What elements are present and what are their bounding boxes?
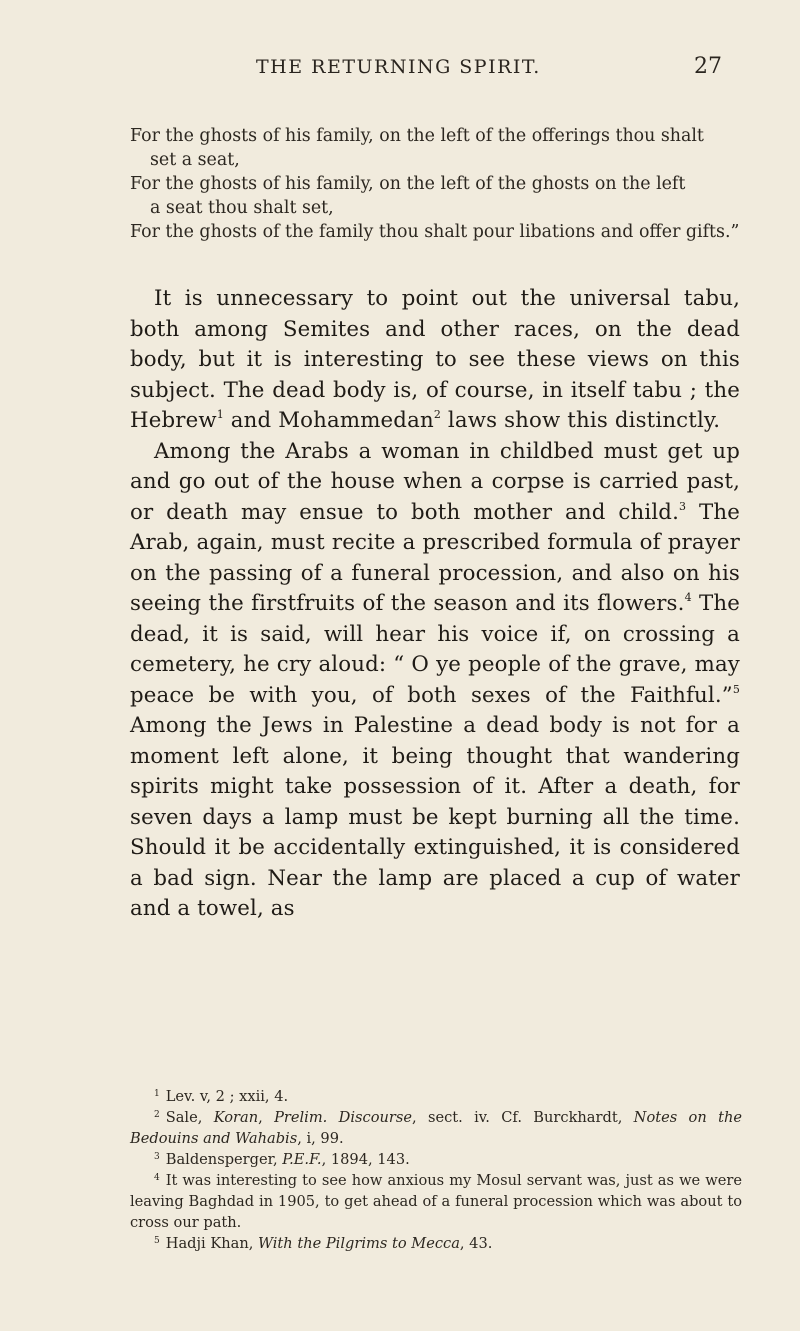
footnote	[130, 1149, 742, 1170]
footnote-text: , sect. iv. Cf. Burckhardt,	[411, 1109, 634, 1126]
footnote-mark: 4	[154, 1173, 160, 1183]
footnote-mark: 2	[154, 1110, 160, 1120]
footnote	[130, 1107, 742, 1149]
footnote-title: Notes on the Bedouins and Wahabis	[130, 1109, 742, 1147]
page-header	[0, 56, 800, 86]
footnote-title: With the Pilgrims to Mecca	[258, 1235, 460, 1252]
text-run: It is unnecessary to point out the universal tabu, both among Semites and other races, on the dead body, but it is interesting to see these views on this subject. The dead body is, of course, in itself tabu ; the Hebrew	[130, 286, 740, 433]
verse-quotation	[130, 124, 740, 244]
footnote	[130, 1170, 742, 1233]
footnote-ref: 5	[732, 682, 740, 696]
footnote-text: Sale,	[165, 1109, 214, 1126]
footnotes	[130, 1086, 742, 1254]
footnote-ref: 3	[678, 499, 687, 513]
page-number: 27	[694, 54, 722, 79]
footnote-ref: 1	[216, 408, 224, 421]
footnote-text: It was interesting to see how anxious my Mosul servant was, just as we were leaving Baghdad in 1905, to get ahead of a funeral procession which was about to cross our path.	[130, 1172, 742, 1231]
main-text	[130, 284, 740, 925]
verse-line: For the ghosts of the family thou shalt pour libations and offer gifts.”	[130, 222, 740, 242]
footnote-mark: 5	[154, 1236, 160, 1246]
footnote-title: P.E.F.	[282, 1151, 322, 1168]
footnote-text: Lev. v, 2 ; xxii, 4.	[165, 1088, 289, 1105]
paragraph	[130, 437, 740, 925]
footnote	[130, 1086, 742, 1107]
footnote-title: Prelim. Discourse	[274, 1109, 412, 1126]
text-run: The Arab, again, must recite a prescribed formula of prayer on the passing of a funeral procession, and also on his seeing the firstfruits of the season and its flowers.	[130, 499, 740, 616]
footnote-title: Koran	[213, 1109, 259, 1126]
footnote-text: Baldensperger,	[165, 1151, 283, 1168]
footnote-text: Hadji Khan,	[165, 1235, 259, 1252]
footnote	[130, 1233, 742, 1254]
footnote-text: , i, 99.	[297, 1130, 344, 1147]
footnote-ref: 4	[684, 591, 692, 604]
running-title: THE RETURNING SPIRIT.	[256, 56, 541, 78]
footnote-text: , 43.	[459, 1235, 493, 1252]
text-run: Among the Arabs a woman in childbed must get up and go out of the house when a corpse is carried past, or death may ensue to both mother and child.	[130, 438, 740, 525]
verse-line: For the ghosts of his family, on the left of the ghosts on the left	[130, 174, 686, 194]
text-run: laws show this distinctly.	[440, 408, 721, 433]
footnote-text: ,	[258, 1109, 275, 1126]
text-run: Among the Jews in Palestine a dead body is not for a moment left alone, it being thought that wandering spirits might take possession of it. After a death, for seven days a lamp must be kept burning all the time. Should it be accidentally extinguished, it is considered a bad sign. Near the lamp are placed a cup of water and a towel, as	[130, 713, 740, 921]
verse-line: set a seat,	[150, 150, 240, 170]
footnote-text: , 1894, 143.	[321, 1151, 410, 1168]
footnote-mark: 3	[154, 1152, 160, 1162]
footnote-ref: 2	[433, 408, 441, 421]
verse-line: a seat thou shalt set,	[150, 198, 334, 218]
text-run: and Mohammedan	[223, 408, 434, 433]
footnote-mark: 1	[154, 1089, 160, 1099]
text-run: The dead, it is said, will hear his voice if, on crossing a cemetery, he cry aloud: “ O ye people of the grave, may peace be with you, of both sexes of the Faithful.”	[130, 591, 740, 708]
paragraph	[130, 284, 740, 437]
verse-line: For the ghosts of his family, on the left of the offerings thou shalt	[130, 126, 704, 146]
